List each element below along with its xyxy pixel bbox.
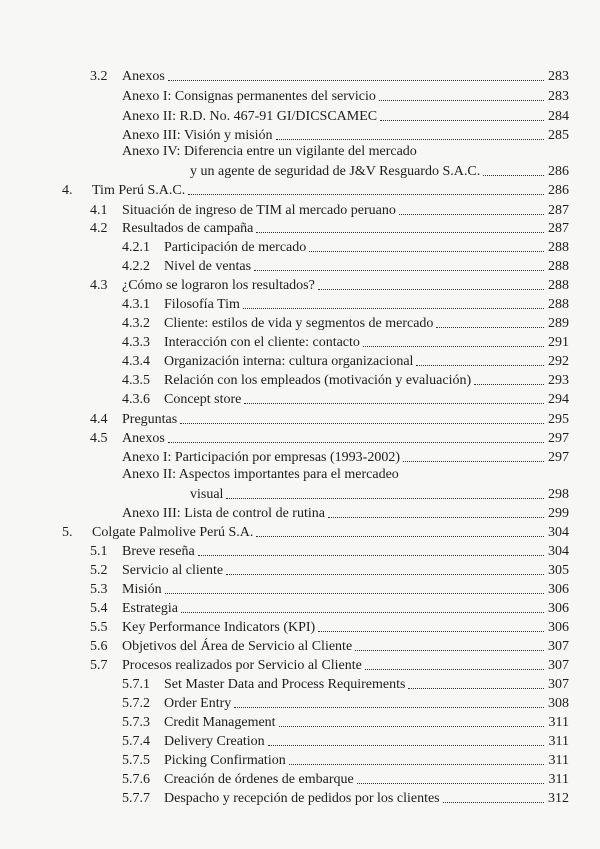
toc-page-number: 307 <box>548 658 569 673</box>
toc-title: Anexo II: R.D. No. 467-91 GI/DICSCAMEC <box>122 109 378 124</box>
dot-leader <box>188 194 544 195</box>
toc-page-number: 304 <box>548 544 569 559</box>
dot-leader <box>289 764 544 765</box>
toc-entry <box>122 351 569 370</box>
toc-entry <box>122 86 569 105</box>
toc-page-number: 288 <box>548 259 569 274</box>
dot-leader <box>276 139 544 140</box>
toc-page-number: 311 <box>548 753 569 768</box>
toc-title: Order Entry <box>164 696 232 711</box>
dot-leader <box>363 346 544 347</box>
toc-page-number: 304 <box>548 525 569 540</box>
toc-page-number: 311 <box>548 772 569 787</box>
toc-entry <box>122 693 569 712</box>
toc-title: Picking Confirmation <box>164 753 286 768</box>
toc-number: 4.1 <box>90 203 108 218</box>
toc-entry <box>122 712 569 731</box>
dot-leader <box>244 403 544 404</box>
toc-entry <box>62 522 569 541</box>
toc-number: 4.5 <box>90 431 108 446</box>
toc-page-number: 305 <box>548 563 569 578</box>
toc-title: Participación de mercado <box>164 240 307 255</box>
toc-number: 3.2 <box>90 69 108 84</box>
toc-number: 4.3.5 <box>122 373 150 388</box>
toc-title: Objetivos del Área de Servicio al Cliente <box>122 639 353 654</box>
toc-page-number: 298 <box>548 487 569 502</box>
toc-page-number: 286 <box>548 164 569 179</box>
toc-title: Estrategia <box>122 601 178 616</box>
toc-title: Breve reseña <box>122 544 195 559</box>
dot-leader <box>254 270 544 271</box>
toc-page-number: 288 <box>548 297 569 312</box>
toc-title: Organización interna: cultura organizacional <box>164 354 414 369</box>
toc-number: 4.2.1 <box>122 240 150 255</box>
dot-leader <box>181 612 544 613</box>
toc-page-number: 292 <box>548 354 569 369</box>
dot-leader <box>436 327 544 328</box>
toc-entry <box>122 370 569 389</box>
toc-entry <box>122 731 569 750</box>
toc-title: Filosofía Tim <box>164 297 240 312</box>
toc-page-number: 294 <box>548 392 569 407</box>
toc-page-number: 297 <box>548 431 569 446</box>
toc-entry <box>122 674 569 693</box>
dot-leader <box>318 289 544 290</box>
toc-page-number: 288 <box>548 278 569 293</box>
toc-page-number: 286 <box>548 183 569 198</box>
toc-page-number: 311 <box>548 734 569 749</box>
toc-title: Anexos <box>122 431 165 446</box>
dot-leader <box>165 593 544 594</box>
toc-page-number: 295 <box>548 412 569 427</box>
dot-leader <box>256 232 544 233</box>
toc-title: Anexo IV: Diferencia entre un vigilante del mercado <box>122 144 417 159</box>
toc-page-number: 311 <box>548 715 569 730</box>
toc-title: Relación con los empleados (motivación y evaluación) <box>164 373 472 388</box>
toc-number: 5.1 <box>90 544 108 559</box>
toc-page-number: 299 <box>548 506 569 521</box>
dot-leader <box>483 175 544 176</box>
dot-leader <box>243 308 544 309</box>
toc-title: Despacho y recepción de pedidos por los clientes <box>164 791 440 806</box>
toc-entry <box>122 447 569 466</box>
toc-number: 4.2.2 <box>122 259 150 274</box>
toc-number: 4.4 <box>90 412 108 427</box>
toc-title: Credit Management <box>164 715 276 730</box>
dot-leader <box>379 100 544 101</box>
dot-leader <box>403 461 544 462</box>
dot-leader <box>355 650 544 651</box>
toc-entry <box>90 66 569 85</box>
toc-entry <box>62 180 569 199</box>
dot-leader <box>318 631 544 632</box>
toc-number: 4.2 <box>90 221 108 236</box>
toc-entry <box>122 237 569 256</box>
toc-page-number: 308 <box>548 696 569 711</box>
toc-number: 4.3.6 <box>122 392 150 407</box>
toc-number: 5.7.7 <box>122 791 150 806</box>
toc-title: Delivery Creation <box>164 734 265 749</box>
toc-entry <box>90 579 569 598</box>
toc-entry <box>122 106 569 125</box>
toc-number: 5.5 <box>90 620 108 635</box>
toc-page-number: 289 <box>548 316 569 331</box>
toc-entry <box>190 484 569 503</box>
toc-entry <box>90 617 569 636</box>
toc-entry <box>122 294 569 313</box>
toc-title: ¿Cómo se lograron los resultados? <box>122 278 315 293</box>
toc-title: Situación de ingreso de TIM al mercado peruano <box>122 203 396 218</box>
toc-title: Key Performance Indicators (KPI) <box>122 620 316 635</box>
toc-number: 4.3.4 <box>122 354 150 369</box>
dot-leader <box>474 384 544 385</box>
toc-title: Tim Perú S.A.C. <box>92 183 186 198</box>
toc-entry <box>122 256 569 275</box>
dot-leader <box>309 251 544 252</box>
toc-title: Resultados de campaña <box>122 221 254 236</box>
toc-entry <box>90 636 569 655</box>
toc-title: Misión <box>122 582 162 597</box>
dot-leader <box>268 745 544 746</box>
toc-number: 5.7.1 <box>122 677 150 692</box>
dot-leader <box>198 555 544 556</box>
toc-title: Colgate Palmolive Perú S.A. <box>92 525 254 540</box>
toc-title: Preguntas <box>122 412 178 427</box>
toc-page-number: 285 <box>548 128 569 143</box>
toc-page-number: 283 <box>548 89 569 104</box>
toc-entry <box>122 788 569 807</box>
toc-page-number: 284 <box>548 109 569 124</box>
toc-number: 5.7.5 <box>122 753 150 768</box>
dot-leader <box>365 669 544 670</box>
toc-number: 5.4 <box>90 601 108 616</box>
dot-leader <box>256 536 544 537</box>
toc-title: Servicio al cliente <box>122 563 224 578</box>
toc-title: Procesos realizados por Servicio al Cliente <box>122 658 362 673</box>
toc-number: 5.7.2 <box>122 696 150 711</box>
toc-number: 5.7 <box>90 658 108 673</box>
toc-page-number: 291 <box>548 335 569 350</box>
dot-leader <box>279 726 544 727</box>
toc-title: Creación de órdenes de embarque <box>164 772 354 787</box>
toc-title: Cliente: estilos de vida y segmentos de mercado <box>164 316 434 331</box>
dot-leader <box>357 783 544 784</box>
toc-title: Anexos <box>122 69 165 84</box>
toc-entry <box>90 598 569 617</box>
toc-entry <box>122 332 569 351</box>
toc-entry <box>90 541 569 560</box>
toc-entry <box>90 428 569 447</box>
toc-number: 5.7.3 <box>122 715 150 730</box>
dot-leader <box>168 80 544 81</box>
dot-leader <box>443 802 544 803</box>
toc-entry <box>90 560 569 579</box>
toc-page-number: 306 <box>548 582 569 597</box>
toc-number: 4.3.3 <box>122 335 150 350</box>
toc-number: 5.7.6 <box>122 772 150 787</box>
dot-leader <box>226 498 544 499</box>
toc-title: Anexo III: Lista de control de rutina <box>122 506 325 521</box>
toc-number: 4.3.2 <box>122 316 150 331</box>
toc-page-number: 306 <box>548 601 569 616</box>
toc-entry <box>122 503 569 522</box>
dot-leader <box>180 423 544 424</box>
toc-entry <box>122 750 569 769</box>
dot-leader <box>234 707 544 708</box>
toc-page-number: 307 <box>548 639 569 654</box>
toc-page-number: 306 <box>548 620 569 635</box>
toc-page-number: 293 <box>548 373 569 388</box>
toc-page-number: 312 <box>548 791 569 806</box>
toc-number: 4.3.1 <box>122 297 150 312</box>
toc-number: 5.2 <box>90 563 108 578</box>
toc-page-number: 307 <box>548 677 569 692</box>
toc-entry <box>90 409 569 428</box>
dot-leader <box>226 574 544 575</box>
toc-number: 5.3 <box>90 582 108 597</box>
toc-entry <box>122 125 569 144</box>
toc-entry <box>90 200 569 219</box>
toc-entry <box>90 218 569 237</box>
toc-number: 4.3 <box>90 278 108 293</box>
toc-title: Concept store <box>164 392 242 407</box>
toc-title: Nivel de ventas <box>164 259 252 274</box>
toc-title: y un agente de seguridad de J&V Resguardo S.A.C. <box>190 164 481 179</box>
toc-title: visual <box>190 487 224 502</box>
toc-title: Interacción con el cliente: contacto <box>164 335 360 350</box>
dot-leader <box>328 517 544 518</box>
toc-number: 5.6 <box>90 639 108 654</box>
toc-entry <box>90 655 569 674</box>
toc-entry <box>122 313 569 332</box>
toc-page-number: 283 <box>548 69 569 84</box>
toc-title: Anexo II: Aspectos importantes para el mercadeo <box>122 467 399 482</box>
toc-title: Anexo I: Consignas permanentes del servicio <box>122 89 376 104</box>
toc-number: 5. <box>62 525 73 540</box>
toc-entry <box>122 769 569 788</box>
toc-page-number: 287 <box>548 221 569 236</box>
dot-leader <box>416 365 544 366</box>
toc-page-number: 297 <box>548 450 569 465</box>
toc-title: Set Master Data and Process Requirements <box>164 677 406 692</box>
dot-leader <box>408 688 544 689</box>
toc-entry <box>190 161 569 180</box>
dot-leader <box>399 214 544 215</box>
toc-title: Anexo III: Visión y misión <box>122 128 273 143</box>
toc-title: Anexo I: Participación por empresas (1993-2002) <box>122 450 400 465</box>
toc-entry <box>122 389 569 408</box>
toc-page-number: 287 <box>548 203 569 218</box>
toc-entry <box>90 275 569 294</box>
toc-number: 4. <box>62 183 73 198</box>
dot-leader <box>380 120 544 121</box>
toc-page-number: 288 <box>548 240 569 255</box>
dot-leader <box>168 442 544 443</box>
toc-number: 5.7.4 <box>122 734 150 749</box>
